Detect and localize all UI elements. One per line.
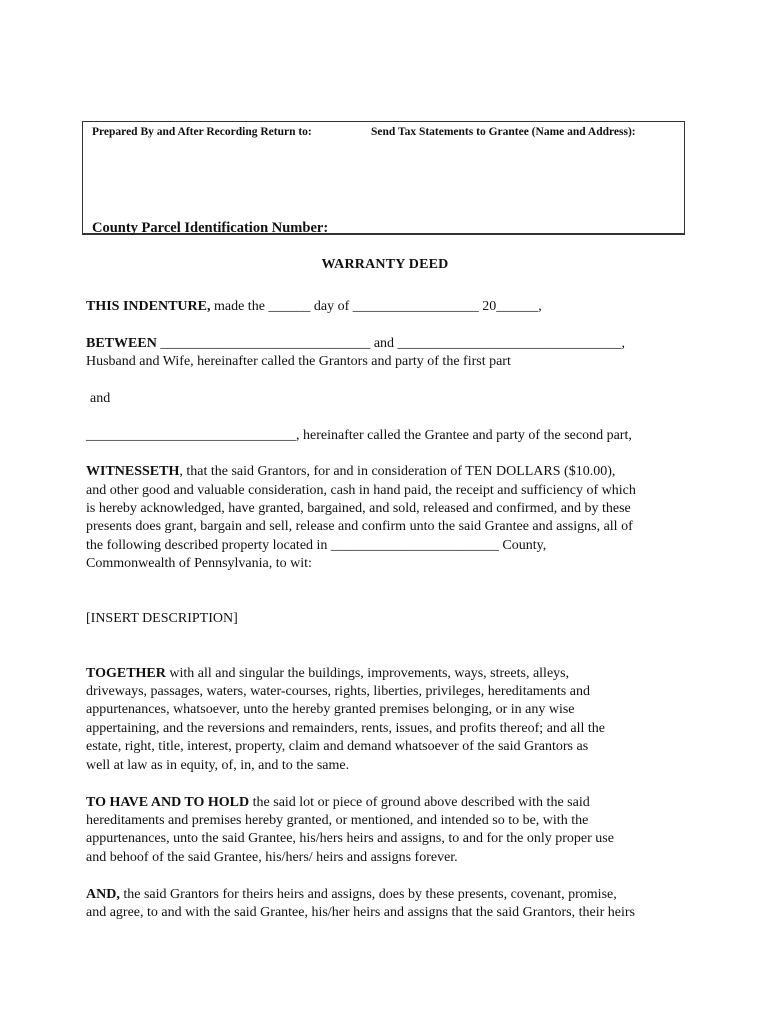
witnesseth-line-2: and other good and valuable consideration, cash in hand paid, the receipt and sufficiency of which <box>86 483 636 498</box>
witnesseth-line-4: presents does grant, bargain and sell, release and confirm unto the said Grantee and assigns, all of <box>86 519 633 534</box>
grantee-line: ______________________________, hereinafter called the Grantee and party of the second part, <box>86 428 632 443</box>
covenant-lead: AND, <box>86 887 120 902</box>
between-line <box>86 335 625 353</box>
covenant-line-1 <box>86 886 617 904</box>
grantors-description-line: Husband and Wife, hereinafter called the Grantors and party of the first part <box>86 354 511 369</box>
together-line-6: well at law as in equity, of, in, and to the same. <box>86 758 350 773</box>
together-line-4: appertaining, and the reversions and remainders, rents, issues, and profits thereof; and all the <box>86 721 606 736</box>
habendum-line-3: appurtenances, unto the said Grantee, his/hers heirs and assigns, to and for the only proper use <box>86 831 614 846</box>
covenant-text: the said Grantors for theirs heirs and assigns, does by these presents, covenant, promise, <box>119 887 617 902</box>
habendum-line-1 <box>86 794 590 812</box>
witnesseth-text: , that the said Grantors, for and in consideration of TEN DOLLARS ($10.00), <box>179 464 616 479</box>
recording-header-box <box>82 121 685 235</box>
between-lead: BETWEEN <box>86 336 157 351</box>
prepared-by-label: Prepared By and After Recording Return to: <box>92 126 312 138</box>
habendum-line-4: and behoof of the said Grantee, his/hers/ heirs and assigns forever. <box>86 850 458 865</box>
send-tax-statements-label: Send Tax Statements to Grantee (Name and Address): <box>371 126 636 138</box>
insert-description-placeholder: [INSERT DESCRIPTION] <box>86 611 238 626</box>
together-text: with all and singular the buildings, improvements, ways, streets, alleys, <box>165 666 570 681</box>
indenture-text: made the ______ day of __________________ 20______, <box>210 299 542 314</box>
together-line-2: driveways, passages, waters, water-courses, rights, liberties, privileges, hereditaments and <box>86 684 590 699</box>
parcel-id-underline <box>83 233 684 234</box>
together-line-5: estate, right, title, interest, property, claim and demand whatsoever of the said Grantors as <box>86 739 589 754</box>
document-title: WARRANTY DEED <box>321 257 449 272</box>
together-line-1 <box>86 665 569 683</box>
habendum-lead: TO HAVE AND TO HOLD <box>86 795 250 810</box>
witnesseth-line-3: is hereby acknowledged, have granted, bargained, and sold, released and confirmed, and by these <box>86 501 631 516</box>
together-lead: TOGETHER <box>86 666 166 681</box>
between-text: ______________________________ and ________________________________, <box>156 336 626 351</box>
witnesseth-line-6: Commonwealth of Pennsylvania, to wit: <box>86 556 312 571</box>
witnesseth-line-5: the following described property located in ________________________ County, <box>86 538 547 553</box>
and-text: and <box>90 391 111 406</box>
parcel-id-label: County Parcel Identification Number: <box>92 220 329 236</box>
witnesseth-line-1 <box>86 463 615 481</box>
witnesseth-lead: WITNESSETH <box>86 464 180 479</box>
habendum-text: the said lot or piece of ground above described with the said <box>249 795 590 810</box>
habendum-line-2: hereditaments and premises hereby granted, or mentioned, and intended so to be, with the <box>86 813 589 828</box>
indenture-line <box>86 298 542 316</box>
covenant-line-2: and agree, to and with the said Grantee, his/her heirs and assigns that the said Grantors, their heirs <box>86 905 635 920</box>
together-line-3: appurtenances, whatsoever, unto the hereby granted premises belonging, or in any wise <box>86 702 575 717</box>
indenture-lead: THIS INDENTURE, <box>86 299 211 314</box>
